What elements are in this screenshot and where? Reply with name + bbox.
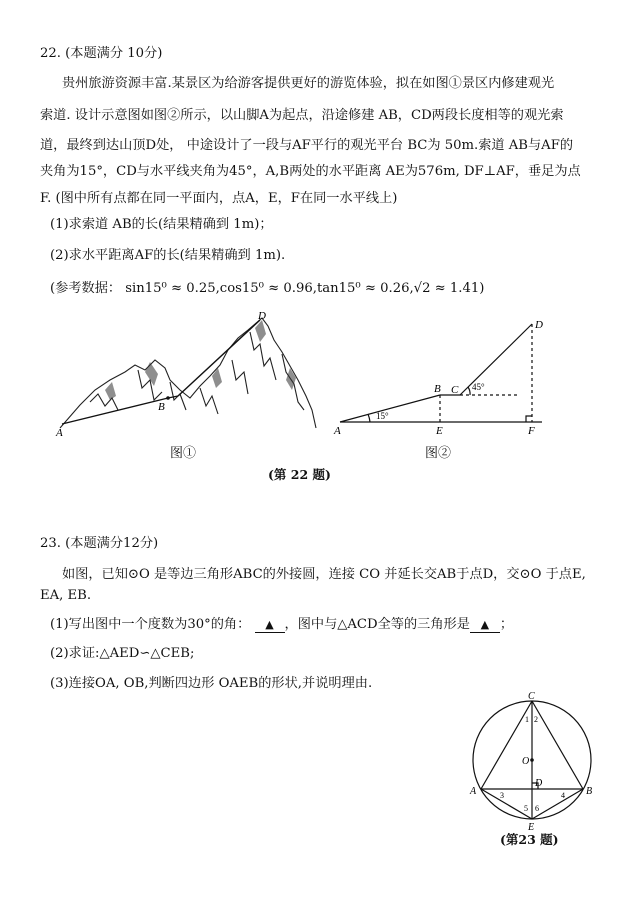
q22-subquestion-1: (1)求索道 AB的长(结果精确到 1m)； bbox=[50, 217, 273, 232]
fig2-label-a: A bbox=[334, 425, 341, 437]
q22-figure-caption: (第 22 题) bbox=[268, 467, 331, 482]
q22-figure-1-caption: 图① bbox=[170, 446, 197, 461]
fig1-label-b: B bbox=[158, 401, 165, 413]
q22-figure-1-mountain bbox=[50, 310, 320, 440]
q23-text-line-2: EA, EB. bbox=[40, 588, 92, 603]
q22-subquestion-2: (2)求水平距离AF的长(结果精确到 1m). bbox=[50, 248, 286, 263]
fig23-angle-2: 2 bbox=[534, 715, 538, 724]
q22-text-line-3: 道，最终到达山顶D处， 中途设计了一段与AF平行的观光平台 BC为 50m.索道 AB与AF的 bbox=[40, 138, 574, 153]
q22-figure-2-caption: 图② bbox=[425, 446, 452, 461]
q22-figure-2-diagram bbox=[330, 310, 560, 440]
answer-blank-2[interactable]: ▲ bbox=[470, 618, 500, 633]
fig23-label-o: O bbox=[522, 756, 530, 767]
fig23-label-c: C bbox=[528, 691, 535, 702]
fig23-label-e: E bbox=[528, 822, 535, 833]
q22-text-line-1: 贵州旅游资源丰富.某景区为给游客提供更好的游览体验，拟在如图①景区内修建观光 bbox=[62, 76, 555, 91]
fig2-label-f: F bbox=[528, 425, 535, 437]
q23-header: 23. (本题满分12分) bbox=[40, 536, 159, 551]
fig1-label-a: A bbox=[56, 427, 63, 439]
fig23-angle-3: 3 bbox=[500, 791, 504, 800]
fig23-label-a: A bbox=[470, 786, 477, 797]
fig23-label-d: D bbox=[535, 778, 543, 789]
q23-subquestion-2: (2)求证:△AED∽△CEB; bbox=[50, 646, 195, 661]
fig23-angle-5: 5 bbox=[524, 804, 528, 813]
fig23-angle-4: 4 bbox=[561, 791, 565, 800]
fig23-angle-1: 1 bbox=[525, 715, 529, 724]
fig2-angle-45: 45° bbox=[472, 382, 485, 392]
q23-sub1-text-b: ，图中与△ACD全等的三角形是 bbox=[284, 617, 470, 632]
fig2-label-d: D bbox=[535, 319, 543, 331]
q23-figure-caption: (第23 题) bbox=[500, 832, 559, 847]
answer-blank-1[interactable]: ▲ bbox=[255, 618, 285, 633]
fig2-label-c: C bbox=[451, 384, 459, 396]
fig2-label-e: E bbox=[436, 425, 443, 437]
q22-text-line-2: 索道. 设计示意图如图②所示，以山脚A为起点，沿途修建 AB，CD两段长度相等的观光索 bbox=[40, 108, 564, 123]
q22-header: 22. (本题满分 10分) bbox=[40, 46, 163, 61]
q23-text-line-1: 如图，已知⊙O 是等边三角形ABC的外接圆，连接 CO 并延长交AB于点D，交⊙O 于点E, bbox=[62, 567, 586, 582]
q23-sub1-text-c: ； bbox=[499, 617, 514, 632]
q23-subquestion-3: (3)连接OA, OB,判断四边形 OAEB的形状,并说明理由. bbox=[50, 676, 373, 691]
fig2-label-b: B bbox=[434, 383, 441, 395]
fig2-angle-15: 15° bbox=[376, 411, 389, 421]
fig23-label-b: B bbox=[586, 786, 593, 797]
q22-reference-data: (参考数据： sin15⁰ ≈ 0.25,cos15⁰ ≈ 0.96,tan15⁰ ≈ 0.26,√2 ≈ 1.41) bbox=[50, 281, 485, 296]
q23-figure-circle bbox=[462, 688, 602, 838]
q23-subquestion-1 bbox=[50, 613, 513, 633]
fig23-angle-6: 6 bbox=[535, 804, 539, 813]
q23-sub1-text-a: (1)写出图中一个度数为30°的角： bbox=[50, 617, 251, 632]
q22-text-line-5: F. (图中所有点都在同一平面内，点A，E，F在同一水平线上) bbox=[40, 191, 398, 206]
q22-text-line-4: 夹角为15°，CD与水平线夹角为45°，A,B两处的水平距离 AE为576m, DF⊥AF，垂足为点 bbox=[40, 164, 581, 179]
fig1-label-d: D bbox=[258, 310, 266, 322]
